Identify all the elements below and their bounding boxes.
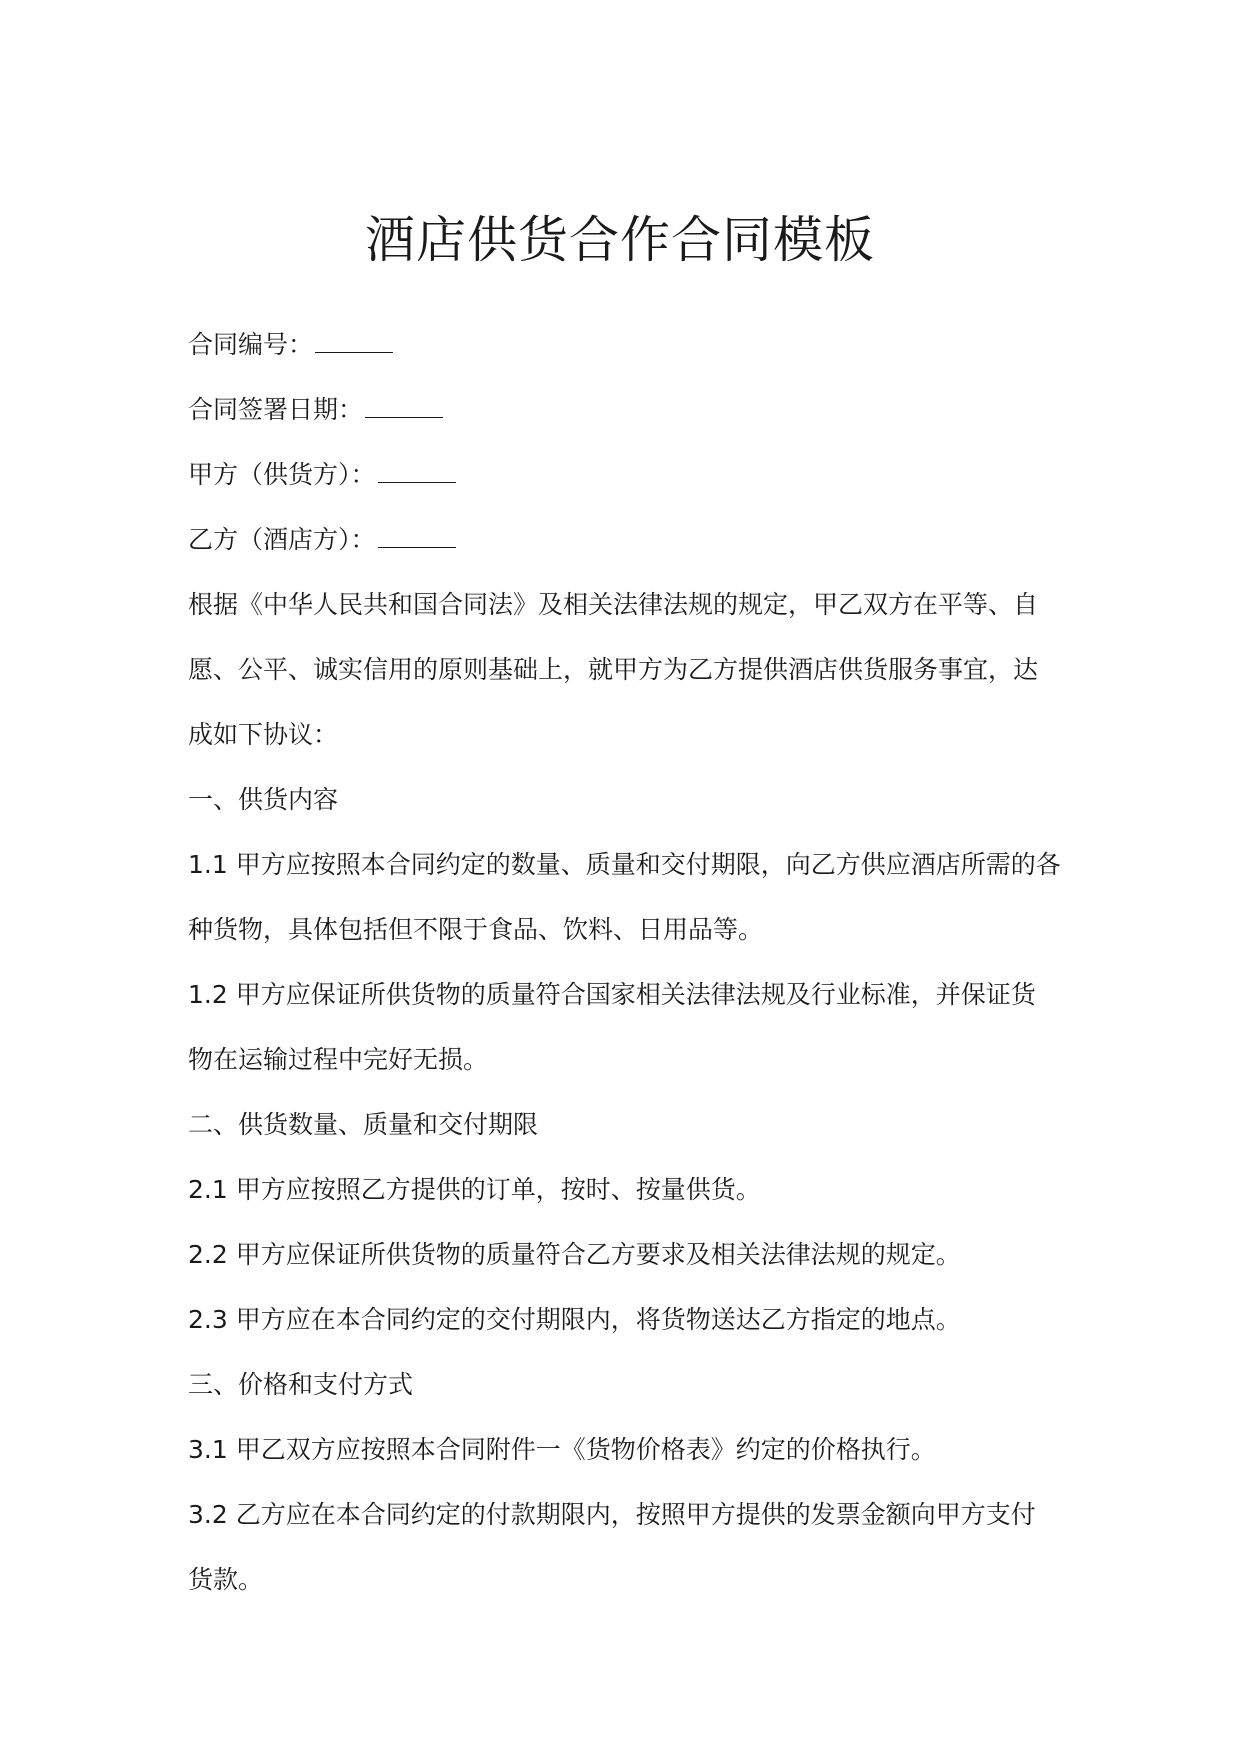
section-heading: 一、供货内容: [188, 785, 339, 814]
document-body: [188, 312, 1061, 1612]
field-party-b: [188, 507, 1058, 572]
clause-line: 3.1 甲乙双方应按照本合同附件一《货物价格表》约定的价格执行。: [188, 1435, 936, 1464]
clause-line: 1.1 甲方应按照本合同约定的数量、质量和交付期限，向乙方供应酒店所需的各: [188, 850, 1061, 879]
clause-line: 种货物，具体包括但不限于食品、饮料、日用品等。: [188, 915, 764, 944]
field-contract-number: [188, 312, 1058, 377]
fill-in-blank: [378, 525, 456, 548]
preamble-line: 成如下协议：: [188, 720, 339, 749]
clause-line: 2.1 甲方应按照乙方提供的订单，按时、按量供货。: [188, 1175, 761, 1204]
clause-line: 3.2 乙方应在本合同约定的付款期限内，按照甲方提供的发票金额向甲方支付: [188, 1500, 1036, 1529]
document-title: 酒店供货合作合同模板: [365, 211, 875, 269]
clause-line: 1.2 甲方应保证所供货物的质量符合国家相关法律法规及行业标准，并保证货: [188, 980, 1036, 1009]
field-party-a: [188, 442, 1058, 507]
field-label: 乙方（酒店方）：: [188, 525, 376, 554]
field-label: 合同签署日期：: [188, 395, 364, 424]
preamble-line: 根据《中华人民共和国合同法》及相关法律法规的规定，甲乙双方在平等、自: [188, 590, 1039, 619]
field-sign-date: [188, 377, 1058, 442]
section-heading: 二、供货数量、质量和交付期限: [188, 1110, 539, 1139]
field-label: 甲方（供货方）：: [188, 460, 376, 489]
section-heading: 三、价格和支付方式: [188, 1370, 414, 1399]
field-label: 合同编号：: [188, 330, 314, 359]
fill-in-blank: [378, 460, 456, 483]
fill-in-blank: [315, 330, 393, 353]
preamble-line: 愿、公平、诚实信用的原则基础上，就甲方为乙方提供酒店供货服务事宜，达: [188, 655, 1039, 684]
clause-line: 2.3 甲方应在本合同约定的交付期限内，将货物送达乙方指定的地点。: [188, 1305, 961, 1334]
clause-line: 物在运输过程中完好无损。: [188, 1045, 489, 1074]
clause-line: 货款。: [188, 1565, 264, 1594]
clause-line: 2.2 甲方应保证所供货物的质量符合乙方要求及相关法律法规的规定。: [188, 1240, 961, 1269]
fill-in-blank: [365, 395, 443, 418]
